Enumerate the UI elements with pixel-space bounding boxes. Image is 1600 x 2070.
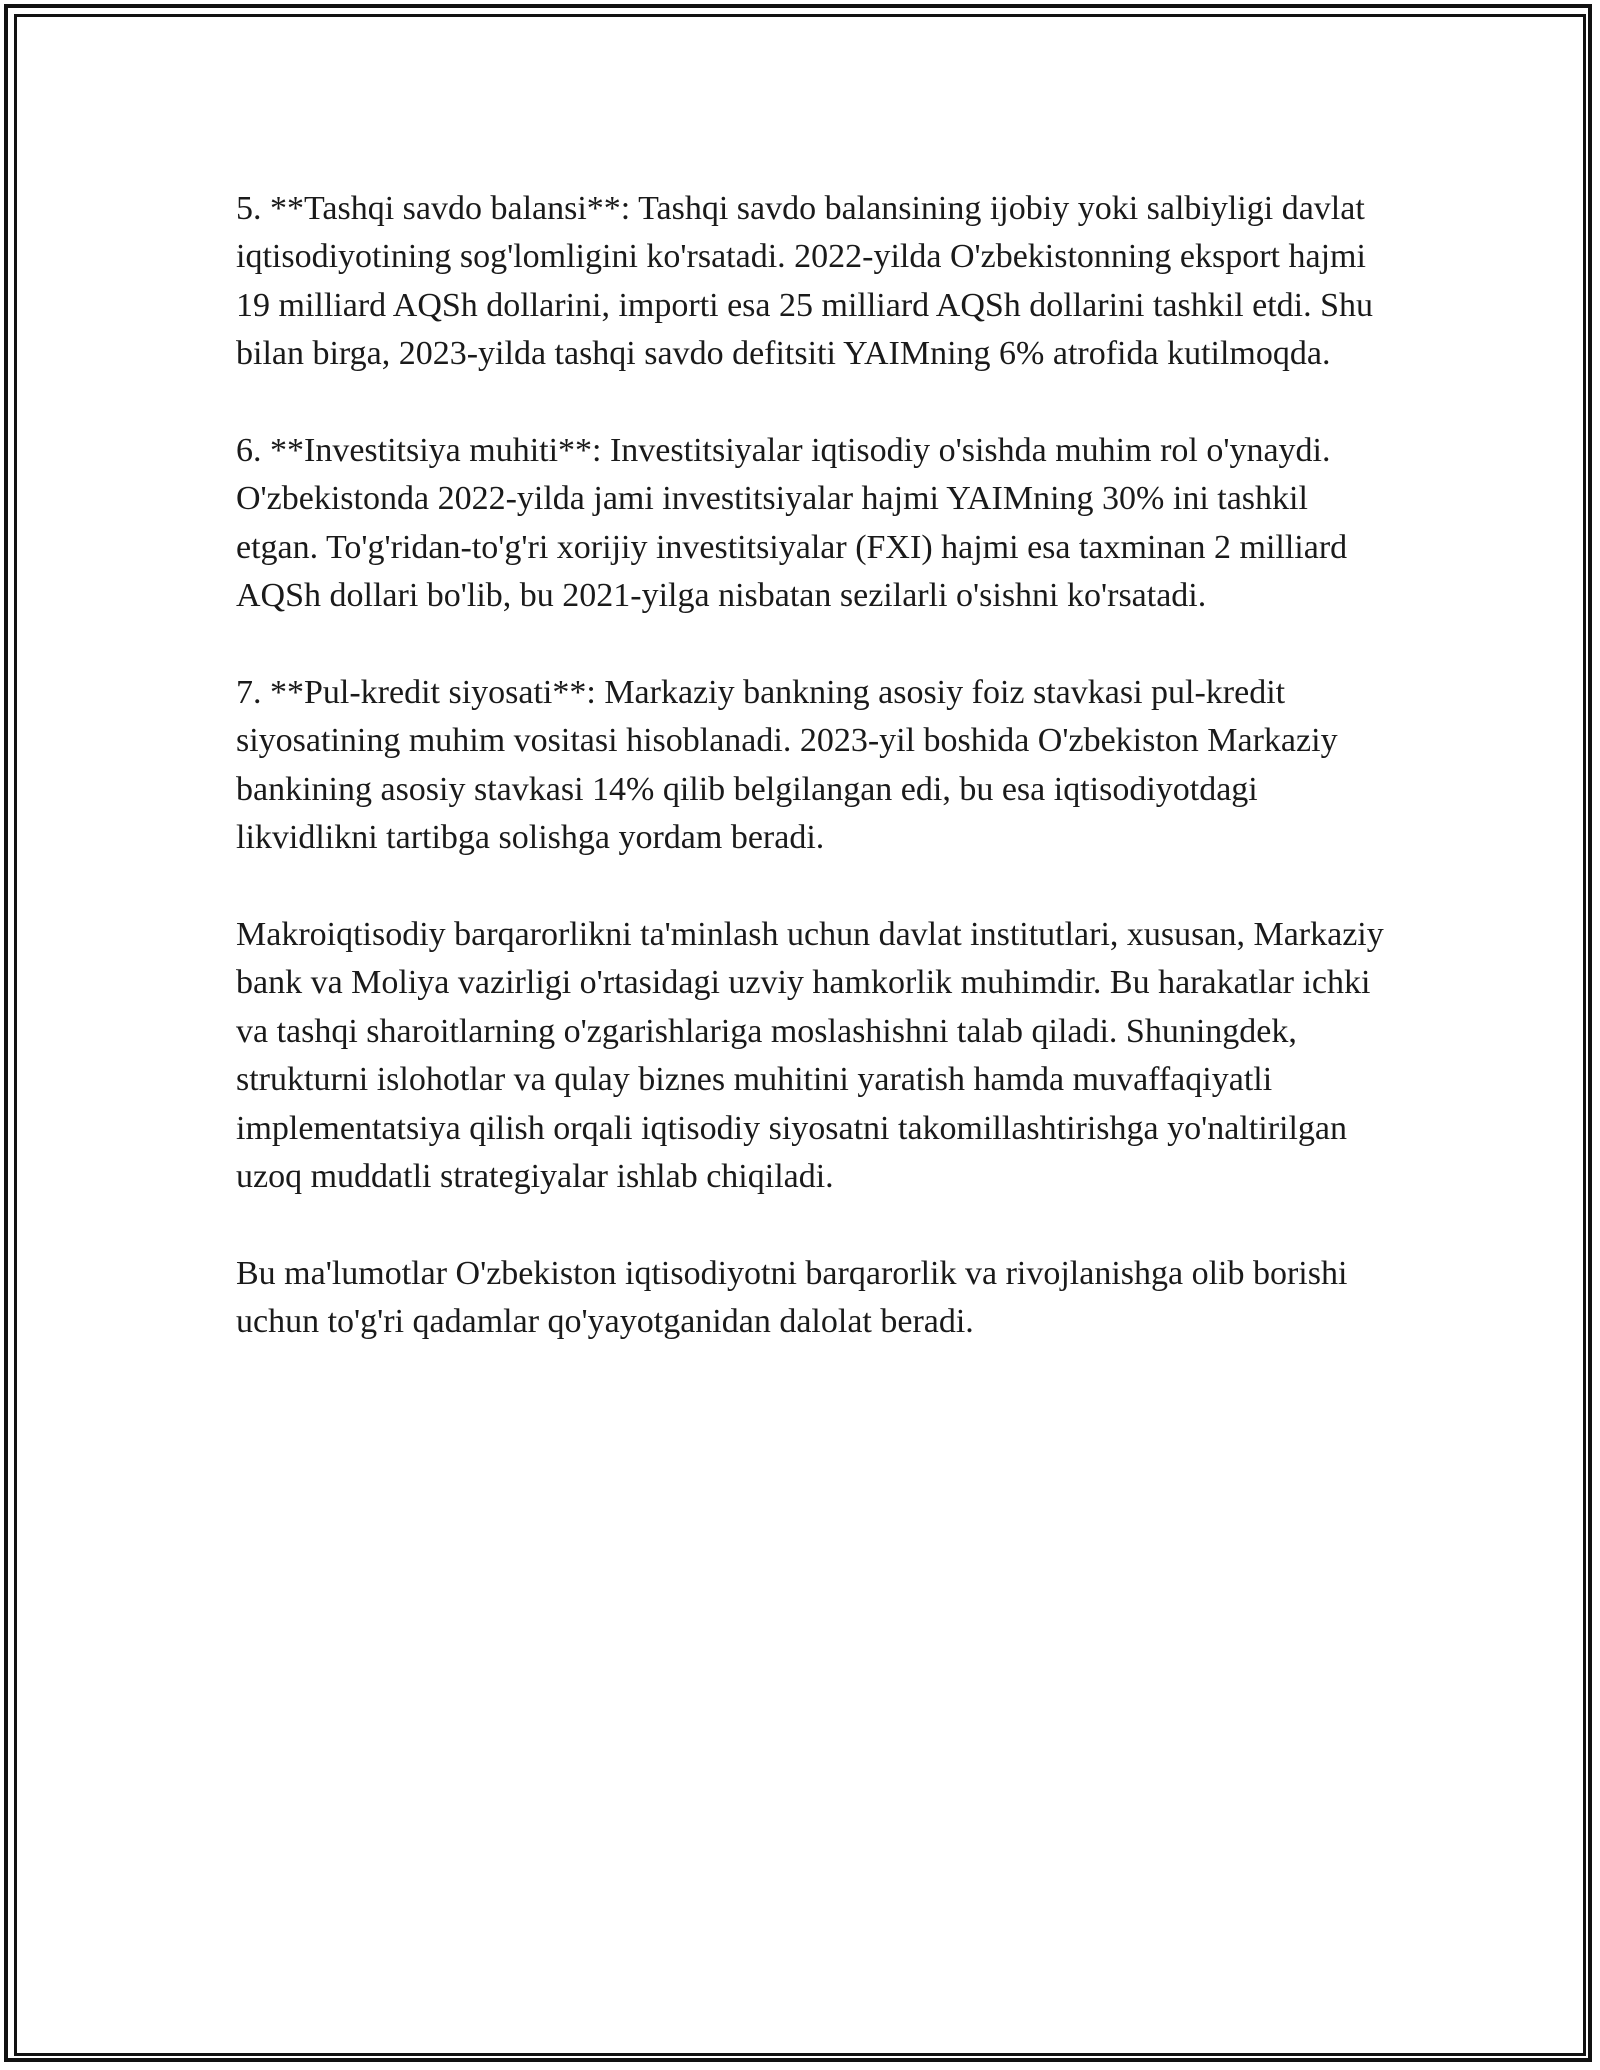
paragraph-monetary-policy: 7. **Pul-kredit siyosati**: Markaziy bankning asosiy foiz stavkasi pul-kredit siyosatining muhim vositasi hisoblanadi. 2023-yil boshida O'zbekiston Markaziy bankining asosiy stavkasi 14% qilib belgilangan edi, bu esa iqtisodiyotdagi likvidlikni tartibga solishga yordam beradi.	[236, 674, 1338, 857]
paragraph-conclusion: Bu ma'lumotlar O'zbekiston iqtisodiyotni barqarorlik va rivojlanishga olib borishi uchun to'g'ri qadamlar qo'yayotganidan dalolat beradi.	[236, 1254, 1348, 1341]
paragraph-investment-climate: 6. **Investitsiya muhiti**: Investitsiyalar iqtisodiy o'sishda muhim rol o'ynaydi. O'zbekistonda 2022-yilda jami investitsiyalar hajmi YAIMning 30% ini tashkil etgan. To'g'ridan-to'g'ri xorijiy investitsiyalar (FXI) hajmi esa taxminan 2 milliard AQSh dollari bo'lib, bu 2021-yilga nisbatan sezilarli o'sishni ko'rsatadi.	[236, 432, 1348, 615]
document-body	[236, 185, 1396, 1395]
paragraph-trade-balance: 5. **Tashqi savdo balansi**: Tashqi savdo balansining ijobiy yoki salbiyligi davlat iqtisodiyotining sog'lomligini ko'rsatadi. 2022-yilda O'zbekistonning eksport hajmi 19 milliard AQSh dollarini, importi esa 25 milliard AQSh dollarini tashkil etdi. Shu bilan birga, 2023-yilda tashqi savdo defitsiti YAIMning 6% atrofida kutilmoqda.	[236, 190, 1374, 373]
paragraph-macro-stability: Makroiqtisodiy barqarorlikni ta'minlash uchun davlat institutlari, xususan, Markaziy bank va Moliya vazirligi o'rtasidagi uzviy hamkorlik muhimdir. Bu harakatlar ichki va tashqi sharoitlarning o'zgarishlariga moslashishni talab qiladi. Shuningdek, strukturni islohotlar va qulay biznes muhitini yaratish hamda muvaffaqiyatli implementatsiya qilish orqali iqtisodiy siyosatni takomillashtirishga yo'naltirilgan uzoq muddatli strategiyalar ishlab chiqiladi.	[236, 916, 1384, 1196]
